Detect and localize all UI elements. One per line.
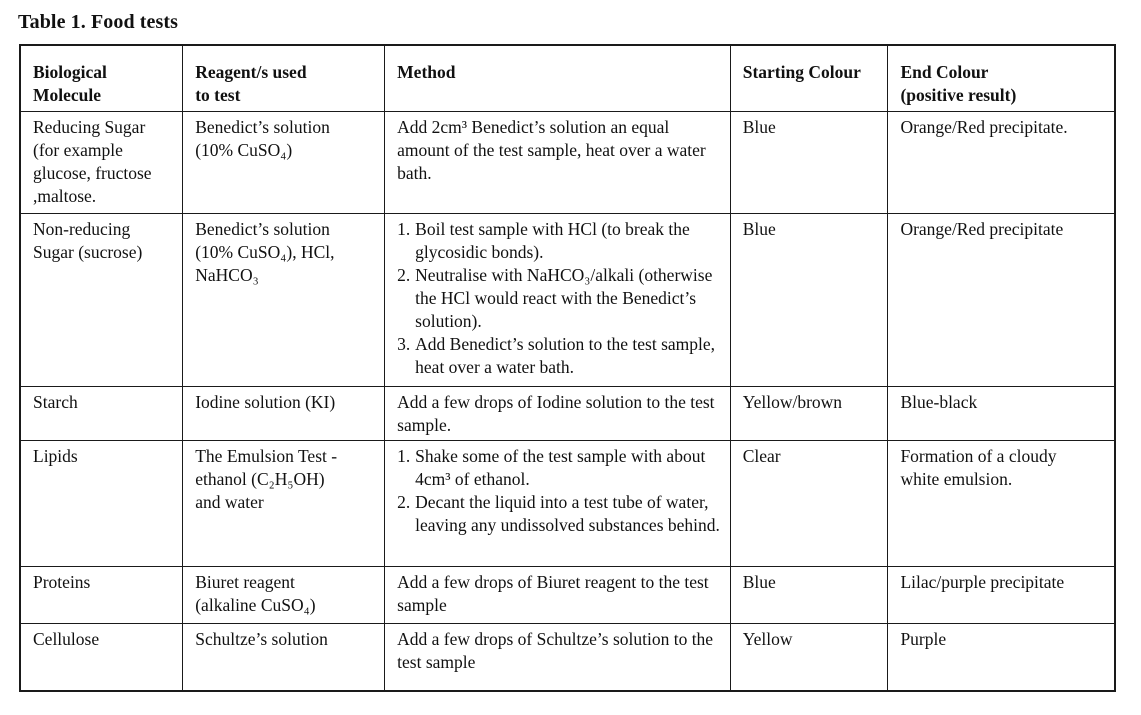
method-text: Add a few drops of Schultze’s solution to the test sample <box>397 628 714 672</box>
table-row <box>20 440 1115 566</box>
cell-end-colour: Orange/Red precipitate <box>888 213 1115 386</box>
method-text: Add a few drops of Iodine solution to the test sample. <box>397 391 715 435</box>
table-row <box>20 623 1115 691</box>
cell-reagent: Iodine solution (KI) <box>183 386 385 440</box>
table-row <box>20 111 1115 213</box>
header-method: Method <box>385 45 731 111</box>
cell-molecule: Proteins <box>20 566 183 623</box>
header-reagent: Reagent/s used to test <box>183 45 385 111</box>
cell-method <box>385 213 731 386</box>
cell-starting-colour: Yellow/brown <box>730 386 888 440</box>
food-tests-table <box>19 44 1116 692</box>
cell-starting-colour: Clear <box>730 440 888 566</box>
method-step: 2. Neutralise with NaHCO₃/alkali (otherwise the HCl would react with the Benedict’s solution). <box>397 264 713 331</box>
method-steps <box>397 445 722 537</box>
method-steps <box>397 218 722 379</box>
cell-method <box>385 386 731 440</box>
method-text: Add a few drops of Biuret reagent to the test sample <box>397 571 709 615</box>
cell-reagent: Biuret reagent (alkaline CuSO₄) <box>183 566 385 623</box>
method-step: 3. Add Benedict’s solution to the test sample, heat over a water bath. <box>397 333 716 377</box>
method-text: Add 2cm³ Benedict’s solution an equal amount of the test sample, heat over a water bath. <box>397 116 706 183</box>
table-row <box>20 213 1115 386</box>
method-step: 1. Shake some of the test sample with about 4cm³ of ethanol. <box>397 445 706 489</box>
cell-end-colour: Orange/Red precipitate. <box>888 111 1115 213</box>
table-header-row <box>20 45 1115 111</box>
table-row <box>20 566 1115 623</box>
cell-molecule: Lipids <box>20 440 183 566</box>
header-biological-molecule: Biological Molecule <box>20 45 183 111</box>
method-step: 2. Decant the liquid into a test tube of water, leaving any undissolved substances behind. <box>397 491 720 535</box>
cell-method <box>385 623 731 691</box>
cell-end-colour: Formation of a cloudy white emulsion. <box>888 440 1115 566</box>
method-step: 1. Boil test sample with HCl (to break the glycosidic bonds). <box>397 218 690 262</box>
cell-molecule: Cellulose <box>20 623 183 691</box>
header-end-colour: End Colour (positive result) <box>888 45 1115 111</box>
cell-reagent: Schultze’s solution <box>183 623 385 691</box>
cell-reagent: Benedict’s solution (10% CuSO₄), HCl, NaHCO₃ <box>183 213 385 386</box>
cell-molecule: Reducing Sugar (for example glucose, fructose ,maltose. <box>20 111 183 213</box>
cell-starting-colour: Blue <box>730 213 888 386</box>
cell-method <box>385 440 731 566</box>
cell-starting-colour: Blue <box>730 111 888 213</box>
cell-end-colour: Purple <box>888 623 1115 691</box>
cell-method <box>385 111 731 213</box>
cell-molecule: Non-reducing Sugar (sucrose) <box>20 213 183 386</box>
cell-starting-colour: Blue <box>730 566 888 623</box>
cell-starting-colour: Yellow <box>730 623 888 691</box>
cell-end-colour: Lilac/purple precipitate <box>888 566 1115 623</box>
cell-molecule: Starch <box>20 386 183 440</box>
cell-end-colour: Blue-black <box>888 386 1115 440</box>
cell-method <box>385 566 731 623</box>
cell-reagent: Benedict’s solution (10% CuSO₄) <box>183 111 385 213</box>
table-caption: Table 1. Food tests <box>18 11 179 33</box>
cell-reagent: The Emulsion Test - ethanol (C₂H₅OH) and water <box>183 440 385 566</box>
header-starting-colour: Starting Colour <box>730 45 888 111</box>
table-row <box>20 386 1115 440</box>
